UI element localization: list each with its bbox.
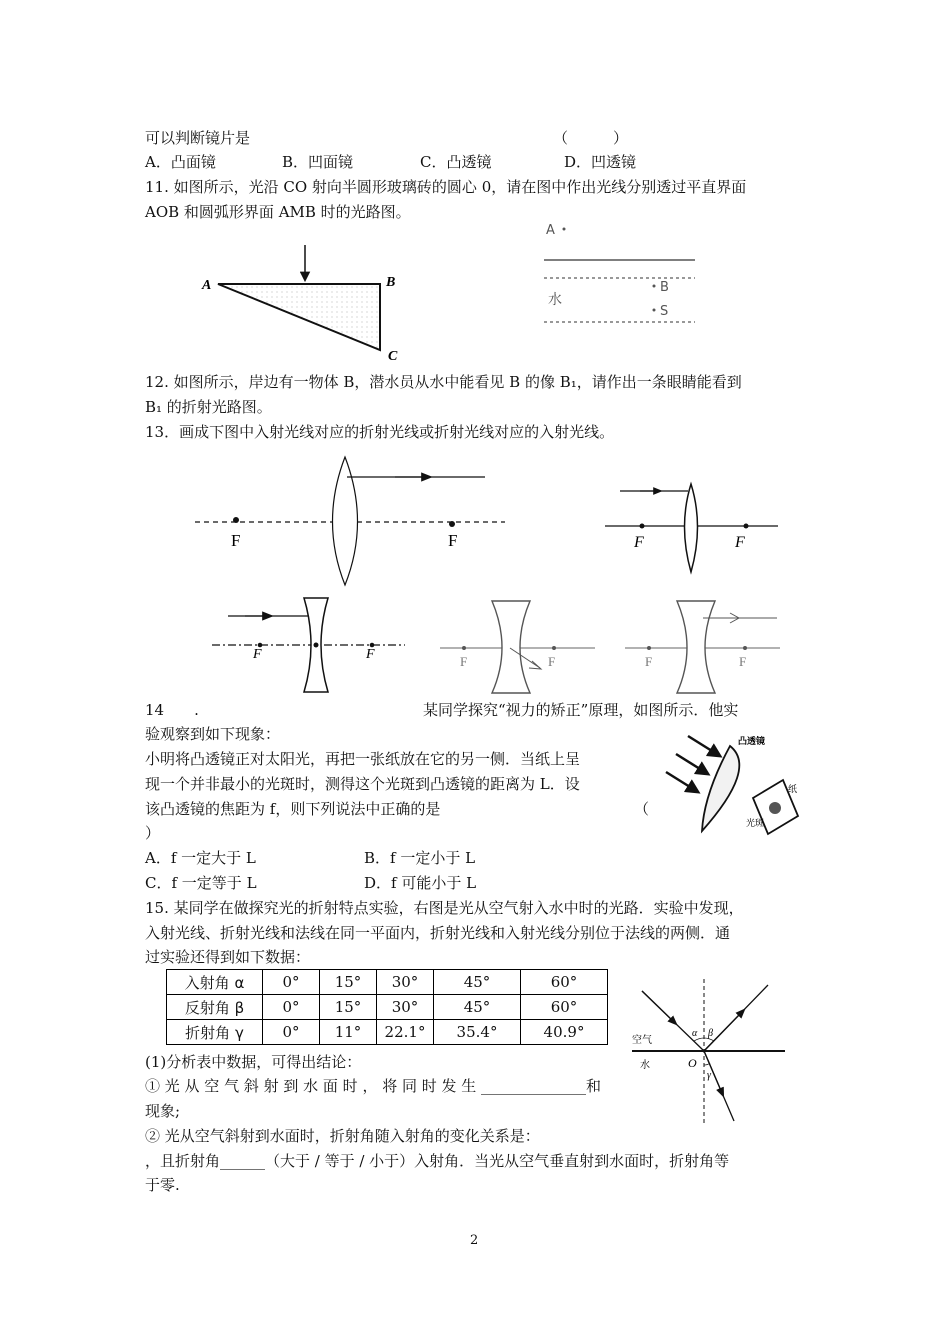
- question-15-cont: 入射光线、折射光线和法线在同一平面内，折射光线和入射光线分别位于法线的两侧．通: [145, 924, 731, 942]
- refraction-figure: [630, 975, 790, 1125]
- question-15-cont: 过实验还得到如下数据：: [145, 948, 311, 966]
- label-s: S: [660, 304, 669, 319]
- question-15-sub: (1)分析表中数据，可得出结论：: [145, 1053, 362, 1071]
- focus-label: F: [448, 531, 458, 550]
- answer-bracket: （ ）: [553, 129, 629, 147]
- table-cell: 0°: [263, 995, 320, 1020]
- question-12: 12. 如图所示，岸边有一物体 B，潜水员从水中能看见 B 的像 B₁，请作出一条眼睛能看到: [145, 373, 742, 391]
- label-paper: 纸: [788, 785, 798, 795]
- sunlight-lens-figure: [658, 728, 806, 838]
- table-cell: 45°: [434, 970, 521, 995]
- row-label: 反射角 β: [167, 995, 263, 1020]
- option-a: A．f 一定大于 L: [145, 849, 256, 867]
- answer-bracket-close: ）: [145, 824, 161, 842]
- question-13: 13．画成下图中入射光线对应的折射光线或折射光线对应的入射光线。: [145, 423, 615, 441]
- label-air: 空气: [632, 1035, 652, 1046]
- concave-lens-figure-3: [625, 598, 785, 696]
- option-c: C．f 一定等于 L: [145, 874, 257, 892]
- row-label: 折射角 γ: [167, 1020, 263, 1045]
- label-water: 水: [640, 1060, 650, 1071]
- focus-label: F: [548, 654, 556, 669]
- concave-lens-figure-1: [210, 595, 410, 695]
- focus-label: F: [645, 654, 653, 669]
- table-cell: 60°: [521, 995, 608, 1020]
- table-cell: 11°: [320, 1020, 377, 1045]
- focus-label: F: [739, 654, 747, 669]
- table-cell: 40.9°: [521, 1020, 608, 1045]
- label-a: A: [202, 278, 212, 293]
- convex-lens-figure-1: [195, 455, 515, 590]
- water-label: 水: [548, 292, 562, 308]
- question-15-text: 于零.: [145, 1176, 180, 1194]
- question-11: 11. 如图所示，光沿 CO 射向半圆形玻璃砖的圆心 0，请在图中作出光线分别透过平直界面: [145, 178, 747, 196]
- text-line: 可以判断镜片是: [145, 129, 251, 147]
- table-cell: 45°: [434, 995, 521, 1020]
- option-b: B．f 一定小于 L: [364, 849, 476, 867]
- table-row: [167, 1020, 608, 1045]
- table-cell: 30°: [377, 995, 434, 1020]
- question-14-text: 小明将凸透镜正对太阳光，再把一张纸放在它的另一侧．当纸上呈: [145, 750, 581, 768]
- angle-table: [166, 969, 608, 1045]
- question-14-cont: 验观察到如下现象：: [145, 725, 281, 743]
- table-cell: 0°: [263, 970, 320, 995]
- focus-label: F: [634, 534, 644, 551]
- label-o: O: [688, 1056, 697, 1070]
- table-row: [167, 970, 608, 995]
- question-14-text: 现一个并非最小的光斑时，测得这个光斑到凸透镜的距离为 L．设: [145, 775, 580, 793]
- label-lens: 凸透镜: [738, 737, 766, 747]
- table-cell: 22.1°: [377, 1020, 434, 1045]
- question-15-text: ② 光从空气斜射到水面时，折射角随入射角的变化关系是：: [145, 1127, 540, 1145]
- convex-lens-figure-2: [600, 480, 785, 580]
- question-15-text: 现象;: [145, 1102, 181, 1120]
- row-label: 入射角 α: [167, 970, 263, 995]
- concave-lens-figure-2: [440, 598, 600, 696]
- question-15-blank1: ① 光 从 空 气 斜 射 到 水 面 时 ， 将 同 时 发 生 ______________和: [145, 1077, 602, 1095]
- focus-label: F: [735, 534, 745, 551]
- table-cell: 60°: [521, 970, 608, 995]
- water-figure: [540, 218, 700, 348]
- option-d: D．f 可能小于 L: [364, 874, 477, 892]
- table-row: [167, 995, 608, 1020]
- question-15: 15. 某同学在做探究光的折射特点实验，右图是光从空气射入水中时的光路．实验中发现，: [145, 899, 744, 917]
- label-beta: β: [708, 1028, 713, 1039]
- table-cell: 0°: [263, 1020, 320, 1045]
- label-b: B: [386, 275, 396, 290]
- question-15-blank2: ，且折射角______（大于 / 等于 / 小于）入射角．当光从空气垂直射到水面时，折射角等: [145, 1152, 730, 1170]
- focus-label: F: [460, 654, 468, 669]
- question-11-cont: AOB 和圆弧形界面 AMB 时的光路图。: [145, 203, 411, 221]
- option-a: A．凸面镜: [145, 153, 216, 171]
- label-gamma: γ: [707, 1070, 711, 1081]
- table-cell: 30°: [377, 970, 434, 995]
- question-14-text: 该凸透镜的焦距为 f，则下列说法中正确的是: [145, 800, 441, 818]
- label-alpha: α: [692, 1028, 698, 1039]
- focus-label: F: [253, 647, 262, 662]
- focus-label: F: [231, 531, 241, 550]
- label-spot: 光斑: [746, 819, 765, 829]
- label-c: C: [388, 349, 398, 364]
- table-cell: 35.4°: [434, 1020, 521, 1045]
- label-a: A: [546, 223, 555, 238]
- label-b: B: [660, 280, 669, 295]
- table-cell: 15°: [320, 995, 377, 1020]
- table-cell: 15°: [320, 970, 377, 995]
- prism-figure: [190, 240, 420, 370]
- page-number: 2: [470, 1233, 479, 1248]
- option-d: D．凹透镜: [564, 153, 637, 171]
- focus-label: F: [366, 647, 375, 662]
- option-c: C．凸透镜: [420, 153, 492, 171]
- option-b: B．凹面镜: [282, 153, 354, 171]
- question-14: 某同学探究“视力的矫正”原理，如图所示．他实: [423, 701, 739, 719]
- question-12-cont: B₁ 的折射光路图。: [145, 398, 272, 416]
- question-14-number: 14 .: [145, 701, 199, 719]
- answer-bracket-open: （: [634, 800, 650, 818]
